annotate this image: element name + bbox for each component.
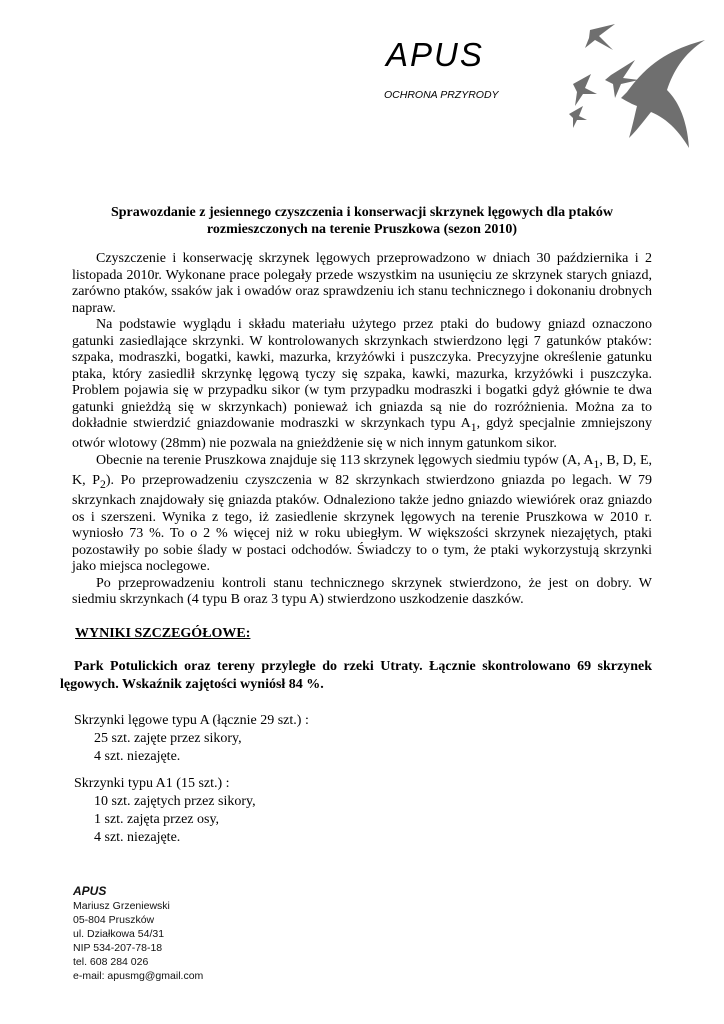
paragraph-3-text: Obecnie na terenie Pruszkowa znajduje się 113 skrzynek lęgowych siedmiu typów (A, A <box>96 452 594 468</box>
list-header: Skrzynki lęgowe typu A (łącznie 29 szt.) : <box>74 713 309 728</box>
list-header: Skrzynki typu A1 (15 szt.) : <box>74 776 230 791</box>
paragraph-1: Czyszczenie i konserwację skrzynek lęgowych przeprowadzono w dniach 30 października i 2 listopada 2010r. Wykonane prace polegały przede wszystkim na usunięciu ze skrzynek starych gniazd, zarówno ptaków, ssaków jak i owadów oraz sprawdzeniu ich stanu technicznego i dokonaniu drobnych napraw. <box>72 251 652 316</box>
document-title <box>72 204 652 238</box>
footer-brand: APUS <box>73 884 107 898</box>
footer-postal: 05-804 Pruszków <box>73 914 155 926</box>
report-body <box>72 251 652 609</box>
footer-email[interactable]: e-mail: apusmg@gmail.com <box>73 970 204 982</box>
list-item: 1 szt. zajęta przez osy, <box>94 812 220 827</box>
swallows-flock-icon <box>555 20 710 170</box>
paragraph-3-mid: , B, D, E, K, P <box>72 452 652 489</box>
list-item: 4 szt. niezajęte. <box>94 749 181 764</box>
paragraph-3-tail: ). Po przeprowadzeniu czyszczenia w 82 skrzynkach stwierdzono gniazda po legach. W 79 skrzynkach znajdowały się gniazda ptaków. Odnaleziono także jedno gniazdo wiewiórek oraz gniazdo os i szerszeni. Wynika z tego, iż zasiedlenie skrzynek lęgowych na terenie Pruszkowa w 2010 r. wyniosło 73 %. To o 2 % więcej niż w roku ubiegłym. W większości skrzynek niezajętych, ptaki pozostawiły po sobie ślady w postaci odchodów. Świadczy to o tym, że ptaki wykorzystują skrzynki jako miejsca noclegowe. <box>72 473 652 575</box>
footer-street: ul. Działkowa 54/31 <box>73 928 165 940</box>
logo-title: APUS <box>386 36 484 73</box>
subscript-1b: 1 <box>593 457 600 471</box>
list-item: 4 szt. niezajęte. <box>94 830 181 845</box>
subscript-2: 2 <box>100 477 106 491</box>
paragraph-2-tail: , gdyż specjalnie zmniejszony otwór wlotowy (28mm) nie pozwala na gnieżdżenie się w nich innym gatunkom sikor. <box>72 416 653 452</box>
title-line-1: Sprawozdanie z jesiennego czyszczenia i konserwacji skrzynek lęgowych dla ptaków <box>110 205 614 220</box>
footer-name: Mariusz Grzeniewski <box>73 900 170 912</box>
section-heading: WYNIKI SZCZEGÓŁOWE: <box>75 626 251 641</box>
footer-nip: NIP 534-207-78-18 <box>73 942 163 954</box>
paragraph-2-text: Na podstawie wyglądu i składu materiału użytego przez ptaki do budowy gniazd oznaczono gatunki zasiedlające skrzynki. W kontrolowanych skrzynkach stwierdzono lęgi 7 gatunków ptaków: szpaka, modraszki, bogatki, kawki, mazurka, krzyżówki i puszczyka. Precyzyjne określenie gatunku ptaka, który zasiedlił skrzynkę lęgową tyczy się szpaka, kawki, mazurka, krzyżówki i puszczyka. Problem pojawia się w przypadku sikor (w tym przypadku modraszki i bogatki gdyż głównie te dwa gatunki gnieżdżą się w skrzynkach) ponieważ ich gniazda są nie do rozróżnienia. Można za to dokładnie stwierdzić gniazdowanie modraszki w skrzynkach typu A <box>72 317 652 431</box>
subscript-1: 1 <box>470 420 477 434</box>
footer-contact <box>73 884 203 983</box>
list-item: 10 szt. zajętych przez sikory, <box>94 794 256 809</box>
title-line-2: rozmieszczonych na terenie Pruszkowa (sezon 2010) <box>206 222 518 237</box>
list-item: 25 szt. zajęte przez sikory, <box>94 731 242 746</box>
paragraph-3 <box>72 453 652 576</box>
logo-subtitle: OCHRONA PRZYRODY <box>384 89 499 101</box>
box-list-type-a <box>74 712 309 766</box>
footer-tel: tel. 608 284 026 <box>73 956 149 968</box>
park-summary: Park Potulickich oraz tereny przyległe do rzeki Utraty. Łącznie skontrolowano 69 skrzynek lęgowych. Wskaźnik zajętości wyniósł 84 %. <box>60 659 652 692</box>
paragraph-4: Po przeprowadzeniu kontroli stanu technicznego skrzynek stwierdzono, że jest on dobry. W siedmiu skrzynkach (4 typu B oraz 3 typu A) stwierdzono uszkodzenie daszków. <box>72 575 652 608</box>
box-list-type-a1 <box>74 775 256 847</box>
paragraph-2 <box>72 317 652 453</box>
